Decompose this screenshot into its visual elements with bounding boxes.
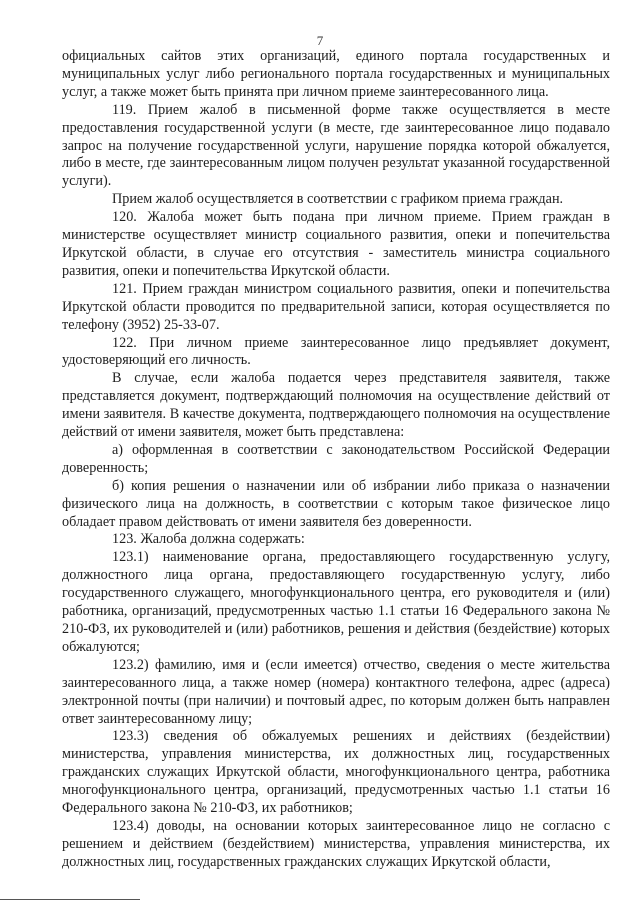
footnote-divider bbox=[0, 899, 140, 900]
page-number: 7 bbox=[316, 33, 324, 48]
paragraph: 123.2) фамилию, имя и (если имеется) отчество, сведения о месте жительства заинтересованного лица, а также номер (номера) контактного телефона, адрес (адреса) электронной почты (при наличии) и почтовый адрес, по которым должен быть направлен ответ заинтересованному лицу; bbox=[62, 656, 610, 727]
paragraph: 120. Жалоба может быть подана при личном приеме. Прием граждан в министерстве осуществляет министр социального развития, опеки и попечительства Иркутской области, в случае его отсутствия - заместитель министра социального развития, опеки и попечительства Иркутской области. bbox=[62, 209, 610, 279]
paragraph: б) копия решения о назначении или об избрании либо приказа о назначении физического лица на должность, в соответствии с которым такое физическое лицо обладает правом действовать от имени заявителя без доверенности. bbox=[62, 477, 610, 530]
paragraph: 123.4) доводы, на основании которых заинтересованное лицо не согласно с решением и действием (бездействием) министерства, управления министерства, их должностных лиц, государственных гражданских служащих Иркутской области, bbox=[62, 817, 610, 870]
paragraph: 123.3) сведения об обжалуемых решениях и действиях (бездействии) министерства, управления министерства, их должностных лиц, государственных гражданских служащих Иркутской области, многофункционального центра, работника многофункционального центра, организаций, предусмотренных частью 1.1 статьи 16 Федерального закона № 210-ФЗ, их работников; bbox=[62, 728, 610, 817]
paragraph: 119. Прием жалоб в письменной форме также осуществляется в месте предоставления государственной услуги (в месте, где заинтересованное лицо подавало запрос на получение государственной услуги, нарушение порядка которой обжалуется, либо в месте, где заинтересованным лицом получен результат указанной государственной услуги). bbox=[62, 101, 610, 190]
paragraph: Прием жалоб осуществляется в соответствии с графиком приема граждан. bbox=[112, 191, 564, 208]
paragraph: 123.1) наименование органа, предоставляющего государственную услугу, должностного лица органа, предоставляющего государственную услугу, либо государственного служащего, многофункционального центра, его руководителя и (или) работника, организаций, предусмотренных частью 1.1 статьи 16 Федерального закона № 210-ФЗ, их руководителей и (или) работников, решения и действия (бездействие) которых обжалуются; bbox=[62, 549, 610, 655]
paragraph: а) оформленная в соответствии с законодательством Российской Федерации доверенность; bbox=[62, 441, 610, 476]
paragraph: официальных сайтов этих организаций, единого портала государственных и муниципальных услуг либо регионального портала государственных и муниципальных услуг, а также может быть принята при личном приеме заинтересованного лица. bbox=[62, 48, 610, 100]
paragraph: 123. Жалоба должна содержать: bbox=[112, 531, 305, 548]
paragraph: 122. При личном приеме заинтересованное лицо предъявляет документ, удостоверяющий его личность. bbox=[62, 334, 610, 369]
paragraph: 121. Прием граждан министром социального развития, опеки и попечительства Иркутской области проводится по предварительной записи, которая осуществляется по телефону (3952) 25-33-07. bbox=[62, 280, 610, 333]
document-body bbox=[62, 48, 610, 872]
paragraph: В случае, если жалоба подается через представителя заявителя, также представляется документ, подтверждающий полномочия на осуществление действий от имени заявителя. В качестве документа, подтверждающего полномочия на осуществление действий от имени заявителя, может быть представлена: bbox=[62, 370, 610, 441]
